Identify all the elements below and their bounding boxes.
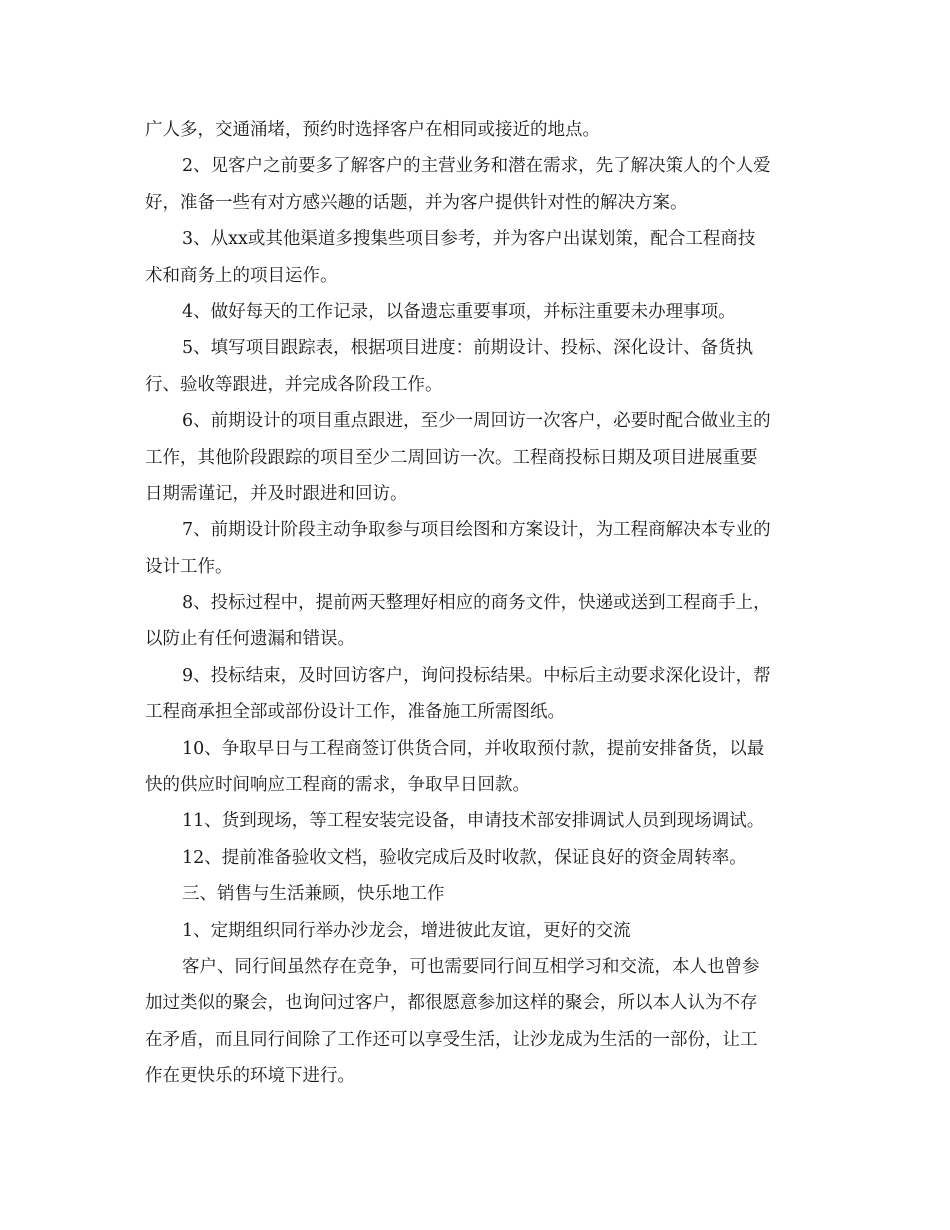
- text-line: 广人多，交通涌堵，预约时选择客户在相同或接近的地点。: [145, 120, 600, 140]
- text-line: 12、提前准备验收文档，验收完成后及时收款，保证良好的资金周转率。: [182, 847, 747, 868]
- text-line: 1、定期组织同行举办沙龙会，增进彼此友谊，更好的交流: [182, 920, 631, 941]
- text-line: 以防止有任何遗漏和错误。: [145, 629, 355, 650]
- text-line: 6、前期设计的项目重点跟进，至少一周回访一次客户，必要时配合做业主的: [182, 411, 771, 432]
- text-line: 9、投标结束，及时回访客户，询问投标结果。中标后主动要求深化设计，帮: [182, 665, 771, 686]
- text-line: 工程商承担全部或部份设计工作，准备施工所需图纸。: [145, 702, 565, 723]
- text-line: 好，准备一些有对方感兴趣的话题，并为客户提供针对性的解决方案。: [145, 192, 688, 213]
- document-body: [145, 112, 810, 1095]
- text-line: 行、验收等跟进，并完成各阶段工作。: [145, 374, 443, 395]
- text-line: 工作，其他阶段跟踪的项目至少二周回访一次。工程商投标日期及项目进展重要: [145, 447, 758, 468]
- text-line: 7、前期设计阶段主动争取参与项目绘图和方案设计，为工程商解决本专业的: [182, 520, 771, 541]
- text-line: 客户、同行间虽然存在竞争，可也需要同行间互相学习和交流，本人也曾参: [182, 956, 760, 977]
- text-line: 5、填写项目跟踪表，根据项目进度：前期设计、投标、深化设计、备货执: [182, 338, 754, 359]
- text-line: 8、投标过程中，提前两天整理好相应的商务文件，快递或送到工程商手上，: [182, 593, 771, 614]
- text-line: 4、做好每天的工作记录，以备遗忘重要事项，并标注重要未办理事项。: [182, 301, 736, 322]
- text-line: 快的供应时间响应工程商的需求，争取早日回款。: [145, 775, 530, 796]
- text-line: 术和商务上的项目运作。: [145, 265, 338, 286]
- text-line: 设计工作。: [145, 556, 233, 577]
- text-line: 三、销售与生活兼顾，快乐地工作: [182, 884, 445, 905]
- text-line: 11、货到现场，等工程安装完设备，申请技术部安排调试人员到现场调试。: [182, 811, 765, 832]
- text-line: 作在更快乐的环境下进行。: [145, 1066, 355, 1087]
- text-line: 3、从xx或其他渠道多搜集些项目参考，并为客户出谋划策，配合工程商技: [182, 229, 756, 250]
- text-line: 加过类似的聚会，也询问过客户，都很愿意参加这样的聚会，所以本人认为不存: [145, 993, 758, 1014]
- text-line: 在矛盾，而且同行间除了工作还可以享受生活，让沙龙成为生活的一部份，让工: [145, 1029, 758, 1050]
- text-line: 10、争取早日与工程商签订供货合同，并收取预付款，提前安排备货，以最: [182, 738, 765, 759]
- text-line: 日期需谨记，并及时跟进和回访。: [145, 483, 408, 504]
- text-line: 2、见客户之前要多了解客户的主营业务和潜在需求，先了解决策人的个人爱: [182, 156, 771, 177]
